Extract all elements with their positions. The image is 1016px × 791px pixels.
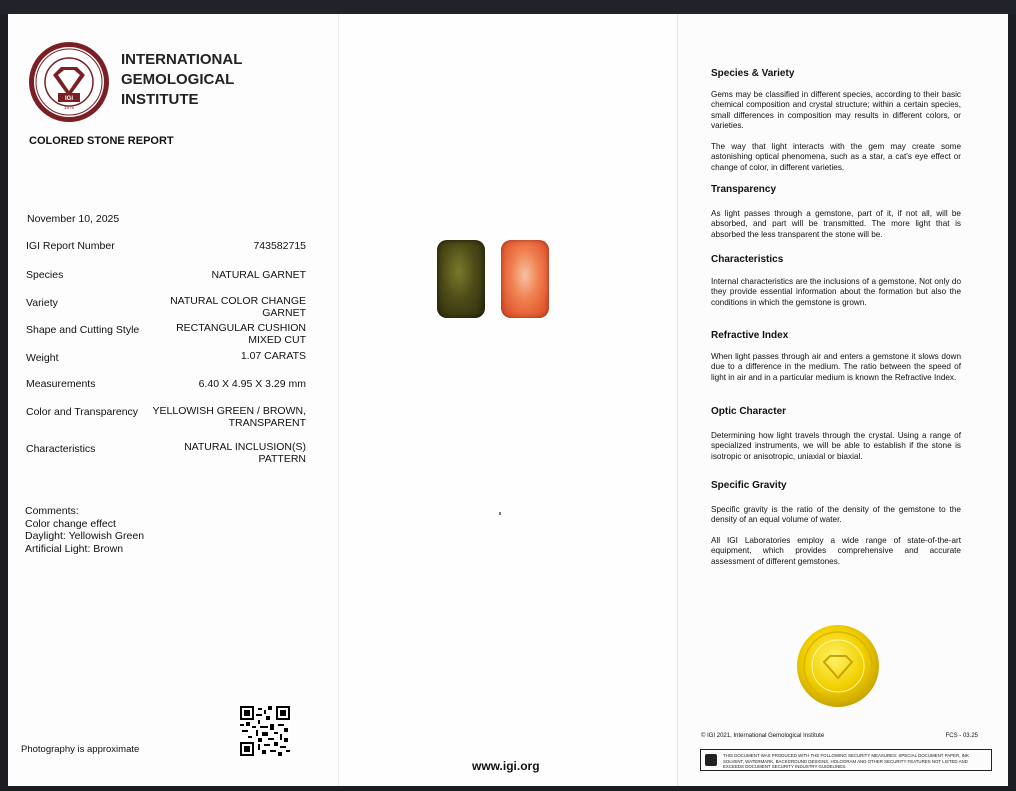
security-text: THIS DOCUMENT WAS PRODUCED WITH THE FOLLOWING SECURITY MEASURES: SPECIAL DOCUMENT PAPER, INK SOLVENT, WATERMARK, BACKGROUND DESIGNS, HOLOGRAM AND OTHER SECURITY FEATURES NOT LISTED AND EXCEEDS DOCUMENT SECURITY INDUSTRY GUIDELINES. xyxy=(723,753,969,769)
section-text: As light passes through a gemstone, part of it, if not all, will be absorbed, and part will be transmitted. The more light that is absorbed the less transparent the stone will be. xyxy=(711,209,961,239)
field-label: IGI Report Number xyxy=(26,240,115,252)
section-heading: Species & Variety xyxy=(711,68,795,79)
field-label: Species xyxy=(26,269,64,281)
comments-heading: Comments: xyxy=(25,505,79,517)
section-text: When light passes through air and enters a gemstone it slows down due to a difference in the medium. The ratio between the speed of light in air and in a particular medium is known the Refractive Index. xyxy=(711,352,961,382)
field-value: RECTANGULAR CUSHION MIXED CUT xyxy=(176,322,306,346)
comments-block xyxy=(25,505,144,555)
photography-note: Photography is approximate xyxy=(21,744,140,755)
section-text: The way that light interacts with the gem may create some astonishing optical phenomena, such as a star, a cat's eye effect or change of color, in different varieties. xyxy=(711,142,961,172)
institute-name xyxy=(121,50,242,110)
field-value: YELLOWISH GREEN / BROWN, TRANSPARENT xyxy=(152,405,306,429)
section-text: Determining how light travels through the crystal. Using a range of specialized instruments, we will be able to establish if the stone is isotropic or anisotropic, uniaxial or biaxial. xyxy=(711,431,961,461)
field-value: NATURAL COLOR CHANGE GARNET xyxy=(170,295,306,319)
field-value: 1.07 CARATS xyxy=(240,350,306,362)
field-label: Characteristics xyxy=(26,443,96,455)
seal-year: 1975 xyxy=(63,105,75,110)
website-link[interactable]: www.igi.org xyxy=(472,759,540,773)
comment-line: Color change effect xyxy=(25,517,116,530)
section-heading: Refractive Index xyxy=(711,330,789,341)
section-heading: Transparency xyxy=(711,184,777,195)
field-label: Shape and Cutting Style xyxy=(26,324,140,336)
report-panel-middle xyxy=(338,14,678,786)
field-value: NATURAL GARNET xyxy=(211,269,306,281)
section-text: Internal characteristics are the inclusions of a gemstone. Not only do they provide essential information about the formation but also the conditions in which the gemstone is grown. xyxy=(711,277,961,307)
field-value: 6.40 X 4.95 X 3.29 mm xyxy=(198,378,306,390)
section-heading: Optic Character xyxy=(711,406,787,417)
report-date: November 10, 2025 xyxy=(27,213,120,225)
institute-line: INTERNATIONAL xyxy=(121,51,243,68)
gem-photo-daylight xyxy=(437,240,485,318)
section-text: Specific gravity is the ratio of the density of the gemstone to the density of an equal volume of water. xyxy=(711,505,961,525)
institute-line: GEMOLOGICAL xyxy=(121,71,235,88)
form-code: FCS - 03.25 xyxy=(945,733,978,739)
security-notice xyxy=(700,749,992,771)
gold-hologram-seal xyxy=(796,624,880,708)
svg-text:IGI: IGI xyxy=(64,96,74,102)
report-title: COLORED STONE REPORT xyxy=(29,135,174,147)
institute-line: INSTITUTE xyxy=(121,91,199,108)
top-strip xyxy=(0,0,1016,14)
speck xyxy=(499,512,501,515)
section-heading: Characteristics xyxy=(711,254,784,265)
field-label: Variety xyxy=(26,297,58,309)
field-value: 743582715 xyxy=(253,240,306,252)
copyright-text: © IGI 2021, International Gemological Institute xyxy=(701,733,825,739)
field-label: Weight xyxy=(26,352,59,364)
section-text: All IGI Laboratories employ a wide range of state-of-the-art equipment, which provides comprehensive and accurate assessment of different gemstones. xyxy=(711,536,961,566)
section-text: Gems may be classified in different species, according to their basic chemical composition and crystal structure; within a certain species, small differences in composition may results in different colors, or varieties. xyxy=(711,90,961,130)
gem-photo-artificial-light xyxy=(501,240,549,318)
lock-icon xyxy=(705,754,717,766)
comment-line: Artificial Light: Brown xyxy=(25,542,124,555)
comment-line: Daylight: Yellowish Green xyxy=(25,530,145,542)
igi-seal-logo xyxy=(28,41,110,123)
field-label: Color and Transparency xyxy=(26,406,139,418)
field-value: NATURAL INCLUSION(S) PATTERN xyxy=(184,441,306,465)
qr-code[interactable] xyxy=(240,706,290,756)
report-panel-left xyxy=(8,14,338,786)
section-heading: Specific Gravity xyxy=(711,480,787,491)
report-panel-right xyxy=(678,14,1008,786)
field-label: Measurements xyxy=(26,378,96,390)
